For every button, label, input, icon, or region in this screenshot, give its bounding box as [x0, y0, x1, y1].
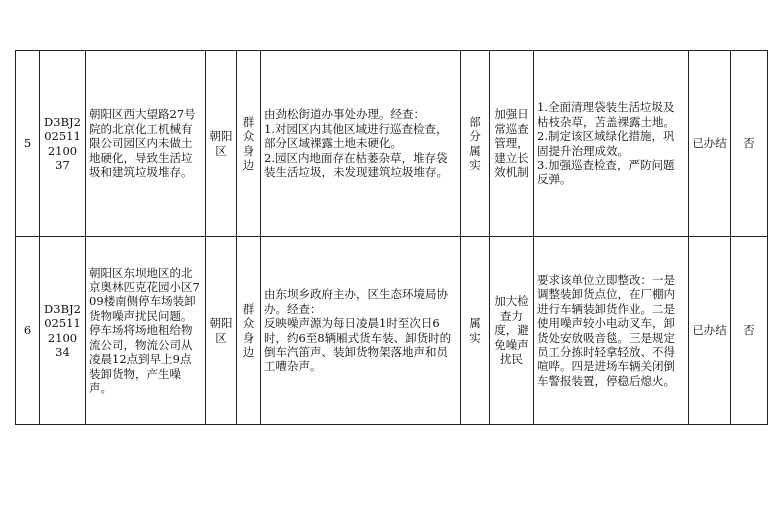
measure: 加大检查力度，避免噪声扰民 — [490, 237, 534, 425]
investigation-result: 由东坝乡政府主办，区生态环境局协办。经查： 反映噪声源为每日凌晨1时至次日6时，约6至8辆厢式货车装、卸货时的倒车汽笛声、装卸货物架落地声和员工嘈杂声。 — [261, 237, 461, 425]
rectification-actions: 要求该单位立即整改：一是调整装卸货点位，在厂棚内进行车辆装卸货作业。二是使用噪声较小电动叉车，卸货处安放吸音毯。三是规定员工分拣时轻拿轻放、不得喧哗。四是进场车辆关闭倒车警报装置，停稳后熄火。 — [534, 237, 689, 425]
table-row — [16, 237, 768, 425]
complaint-content: 朝阳区东坝地区的北京奥林匹克花园小区709楼南侧停车场装卸货物噪声扰民问题。停车场将场地租给物流公司，物流公司从凌晨12点到早上9点装卸货物，产生噪声。 — [86, 237, 206, 425]
category: 群众身边 — [237, 51, 261, 237]
district: 朝阳区 — [206, 237, 237, 425]
status: 已办结 — [689, 51, 731, 237]
table-row — [16, 51, 768, 237]
measure: 加强日常巡查管理，建立长效机制 — [490, 51, 534, 237]
case-code: D3BJ2025112100 37 — [40, 51, 86, 237]
complaint-content: 朝阳区西大望路27号院的北京化工机械有限公司园区内未做土地硬化，导致生活垃圾和建筑垃圾堆存。 — [86, 51, 206, 237]
verdict: 部分属实 — [461, 51, 490, 237]
investigation-result: 由劲松街道办事处办理。经查： 1.对园区内其他区域进行巡查检查，部分区域裸露土地未硬化。 2.园区内地面存在枯萎杂草，堆存袋装生活垃圾，未发现建筑垃圾堆存。 — [261, 51, 461, 237]
category: 群众身边 — [237, 237, 261, 425]
row-index: 5 — [16, 51, 40, 237]
rectification-actions: 1.全面清理袋装生活垃圾及枯枝杂草，苫盖裸露土地。 2.制定该区域绿化措施，巩固提升治理成效。 3.加强巡查检查，严防问题反弹。 — [534, 51, 689, 237]
supervision-table — [15, 50, 768, 425]
case-code: D3BJ2025112100 34 — [40, 237, 86, 425]
verdict: 属实 — [461, 237, 490, 425]
district: 朝阳区 — [206, 51, 237, 237]
flag: 否 — [731, 51, 768, 237]
row-index: 6 — [16, 237, 40, 425]
flag: 否 — [731, 237, 768, 425]
status: 已办结 — [689, 237, 731, 425]
